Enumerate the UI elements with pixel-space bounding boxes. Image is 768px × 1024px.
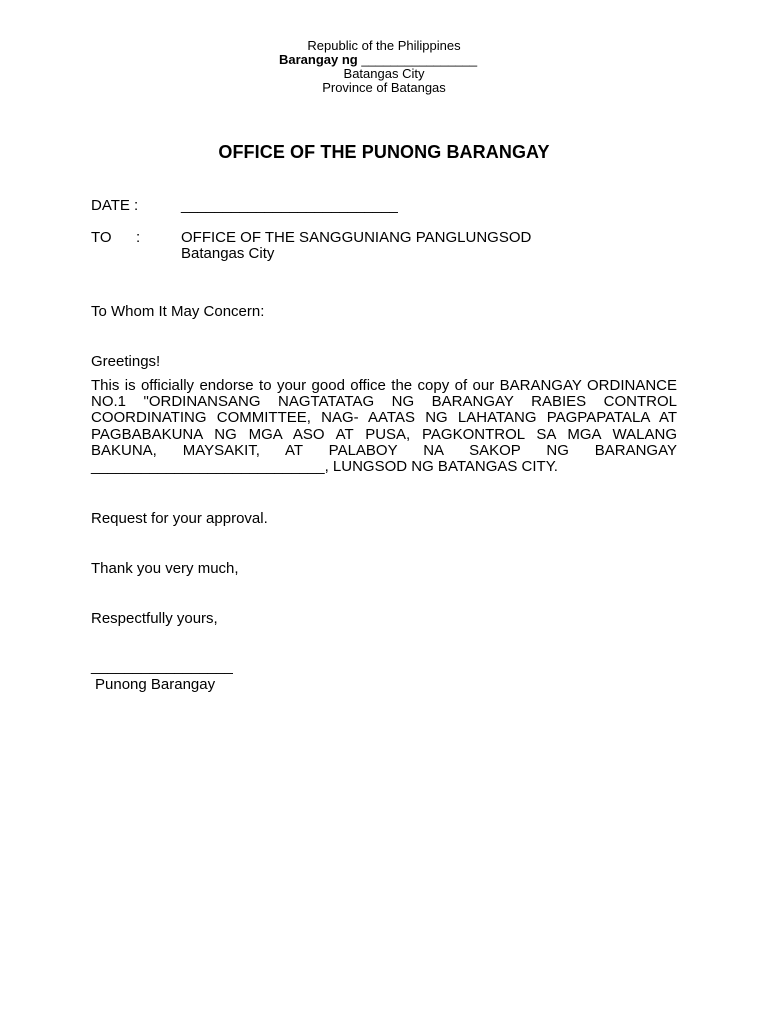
to-label: TO [91, 229, 112, 246]
date-blank: __________________________ [181, 197, 398, 214]
date-label: DATE : [91, 197, 139, 214]
page-title: OFFICE OF THE PUNONG BARANGAY [218, 142, 550, 162]
greetings: Greetings! [91, 353, 161, 370]
request-line: Request for your approval. [91, 510, 268, 527]
closing-line: Respectfully yours, [91, 610, 218, 627]
header-barangay-label: Barangay ng [279, 52, 358, 67]
signature-line: _________________ [91, 658, 233, 675]
signature-title: Punong Barangay [95, 676, 216, 693]
header-city: Batangas City [343, 66, 425, 81]
header-province: Province of Batangas [322, 80, 446, 95]
thanks-line: Thank you very much, [91, 560, 239, 577]
to-colon: : [136, 229, 141, 246]
salutation: To Whom It May Concern: [91, 303, 265, 320]
header-barangay-blank: ________________ [361, 52, 478, 67]
to-city: Batangas City [181, 245, 275, 262]
to-office: OFFICE OF THE SANGGUNIANG PANGLUNGSOD [181, 229, 532, 246]
header-barangay [279, 52, 477, 67]
body-paragraph: This is officially endorse to your good office the copy of our BARANGAY ORDINANCE NO.1 "ORDINANSANG NAGTATATAG NG BARANGAY RABIES CONTROL COORDINATING COMMITTEE, NAG- AATAS NG LAHATANG PAGPAPATALA AT PAGBABAKUNA NG MGA ASO AT PUSA, PAGKONTROL SA MGA WALANG BAKUNA, MAYSAKIT, AT PALABOY NA SAKOP NG BARANGAY ____________________________, LUNGSOD NG BATANGAS CITY. [91, 377, 677, 476]
header-country: Republic of the Philippines [307, 38, 461, 53]
